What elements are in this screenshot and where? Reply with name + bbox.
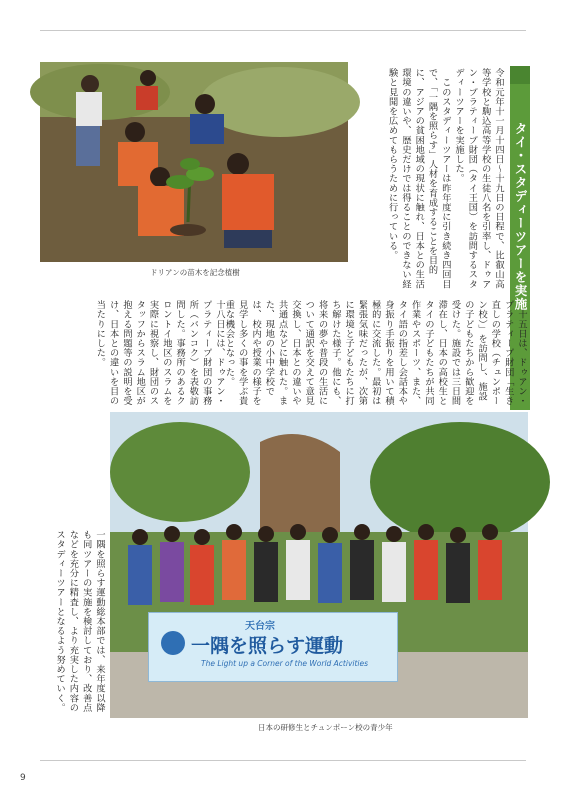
top-rule [40, 30, 526, 31]
page-number: 9 [20, 773, 26, 783]
body-column-1: 令和元年十一月十四日〜十九日の日程で、比叡山高等学校と駒込高等学校の生徒八名を引率し、ドゥアン・プラティープ財団（タイ王国）を訪問するスタディーツアーを実施した。 このスタディーツアーは昨年度に引き続き四回目で、「一隅を照らす」人材を育成することを目的に、アジアの貧困地域の現状に触れ、日本との生活環境の違いや、歴史だけでは得ることのできない経験と見聞を広めてもらうために行っている。 [386, 68, 504, 289]
body-column-4: 一隅を照らす運動総本部では、来年度以降も同ツアーの実施を検討しており、改善点などを充分に精査し、より充実した内容のスタディーツアーとなるよう努めていく。 [54, 530, 105, 713]
photo2-caption: 日本の研修生とチュンポーン校の青少年 [258, 723, 393, 732]
photo1-caption: ドリアンの苗木を記念植樹 [150, 268, 240, 277]
banner-sub: The Light up a Corner of the World Activities [201, 659, 369, 668]
banner-logo-icon [161, 631, 185, 655]
body-column-3: 十八日には、ドゥアン・プラティープ財団の事務所（バンコク）を表敬訪問した。事務所のあるクロントイ地区のスラムを実際に視察し、財団のスタッフからスラム地区が抱える問題等の説明を受け、日本との違いを目の当たりにした。 [94, 300, 225, 406]
banner [148, 612, 398, 682]
banner-main: 一隅を照らす運動 [191, 635, 344, 657]
page-heading: タイ・スタディーツアーを実施 [513, 121, 528, 311]
bottom-rule [40, 760, 526, 761]
photo-durian-planting [40, 62, 348, 262]
banner-top: 天台宗 [245, 621, 275, 632]
body-column-2: 十五日は、ドゥアン・プラティープ財団「生き直しの学校（チュンポーン校）」を訪問し、施設の子どもたちから歓迎を受けた。施設では三日間滞在し、日本の高校生とタイの子どもたちが共同作業やスポーツ、また、タイ語の指差し会話本や身振り手振りを用いて積極的に交流した。最初は緊張気味だったが、次第に環境と子どもたちに打ち解けた様子。他にも、将来の夢や普段の生活について通訳を交えて意見交換し、日本との違いや共通点などに触れた。また、現地の小中学校では、校内や授業の様子を見学し多くの事を学ぶ貴重な機会となった。 [223, 300, 527, 406]
